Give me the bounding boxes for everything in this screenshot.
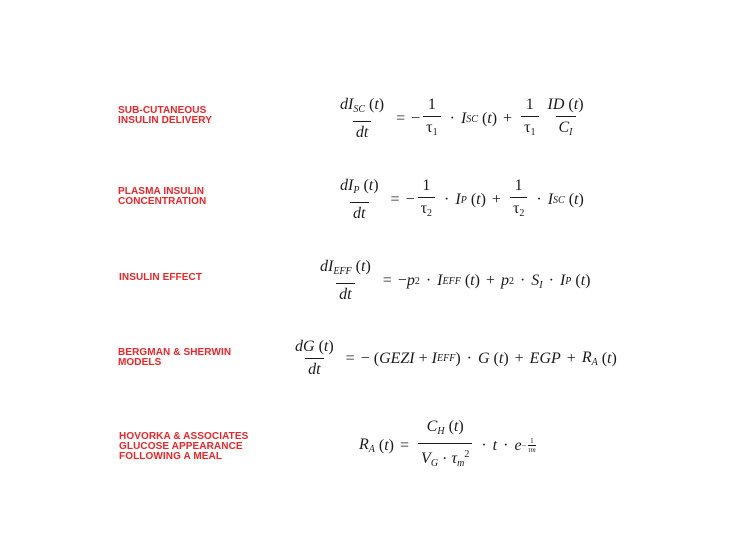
label-insulin-effect: INSULIN EFFECT (119, 272, 203, 283)
label-bergman-sherwin-models: BERGMAN & SHERWIN MODELS (118, 347, 232, 368)
equation-subcutaneous-insulin: $\frac{dI_{SC} (t)}{dt}$ = − $\frac{1}{\tau_1}$ · I SC ( t ) + $\frac{1}{\tau_1}$ $\frac{ID (t)}{C_I}$ (340, 96, 584, 141)
equation-insulin-effect: $\frac{dI_{EFF} (t)}{dt}$ = − p 2 · I EFF ( t ) + p 2 · $S_I$ · I P ( t ) (320, 258, 591, 303)
equation-bergman-sherwin: $\frac{dG (t)}{dt}$ = − ( GEZI + I EFF ) · G ( t ) + EGP + $R_A$ ( t ) (295, 338, 617, 378)
label-plasma-insulin-concentration: PLASMA INSULIN CONCENTRATION (118, 186, 207, 207)
label-subcutaneous-insulin-delivery: SUB-CUTANEOUS INSULIN DELIVERY (118, 105, 213, 126)
equation-hovorka: $R_A$ ( t ) = $\frac{C_H (t)}{V_G \cdot \tau_m^2}$ · t · e − $\frac{1}{\tau m}$ (359, 418, 536, 473)
label-hovorka-glucose-appearance: HOVORKA & ASSOCIATES GLUCOSE APPEARANCE FOLLOWING A MEAL (119, 431, 249, 462)
equation-plasma-insulin: $\frac{dI_P (t)}{dt}$ = − $\frac{1}{\tau_2}$ · I P ( t ) + $\frac{1}{\tau_2}$ · I SC ( t ) (340, 177, 584, 222)
